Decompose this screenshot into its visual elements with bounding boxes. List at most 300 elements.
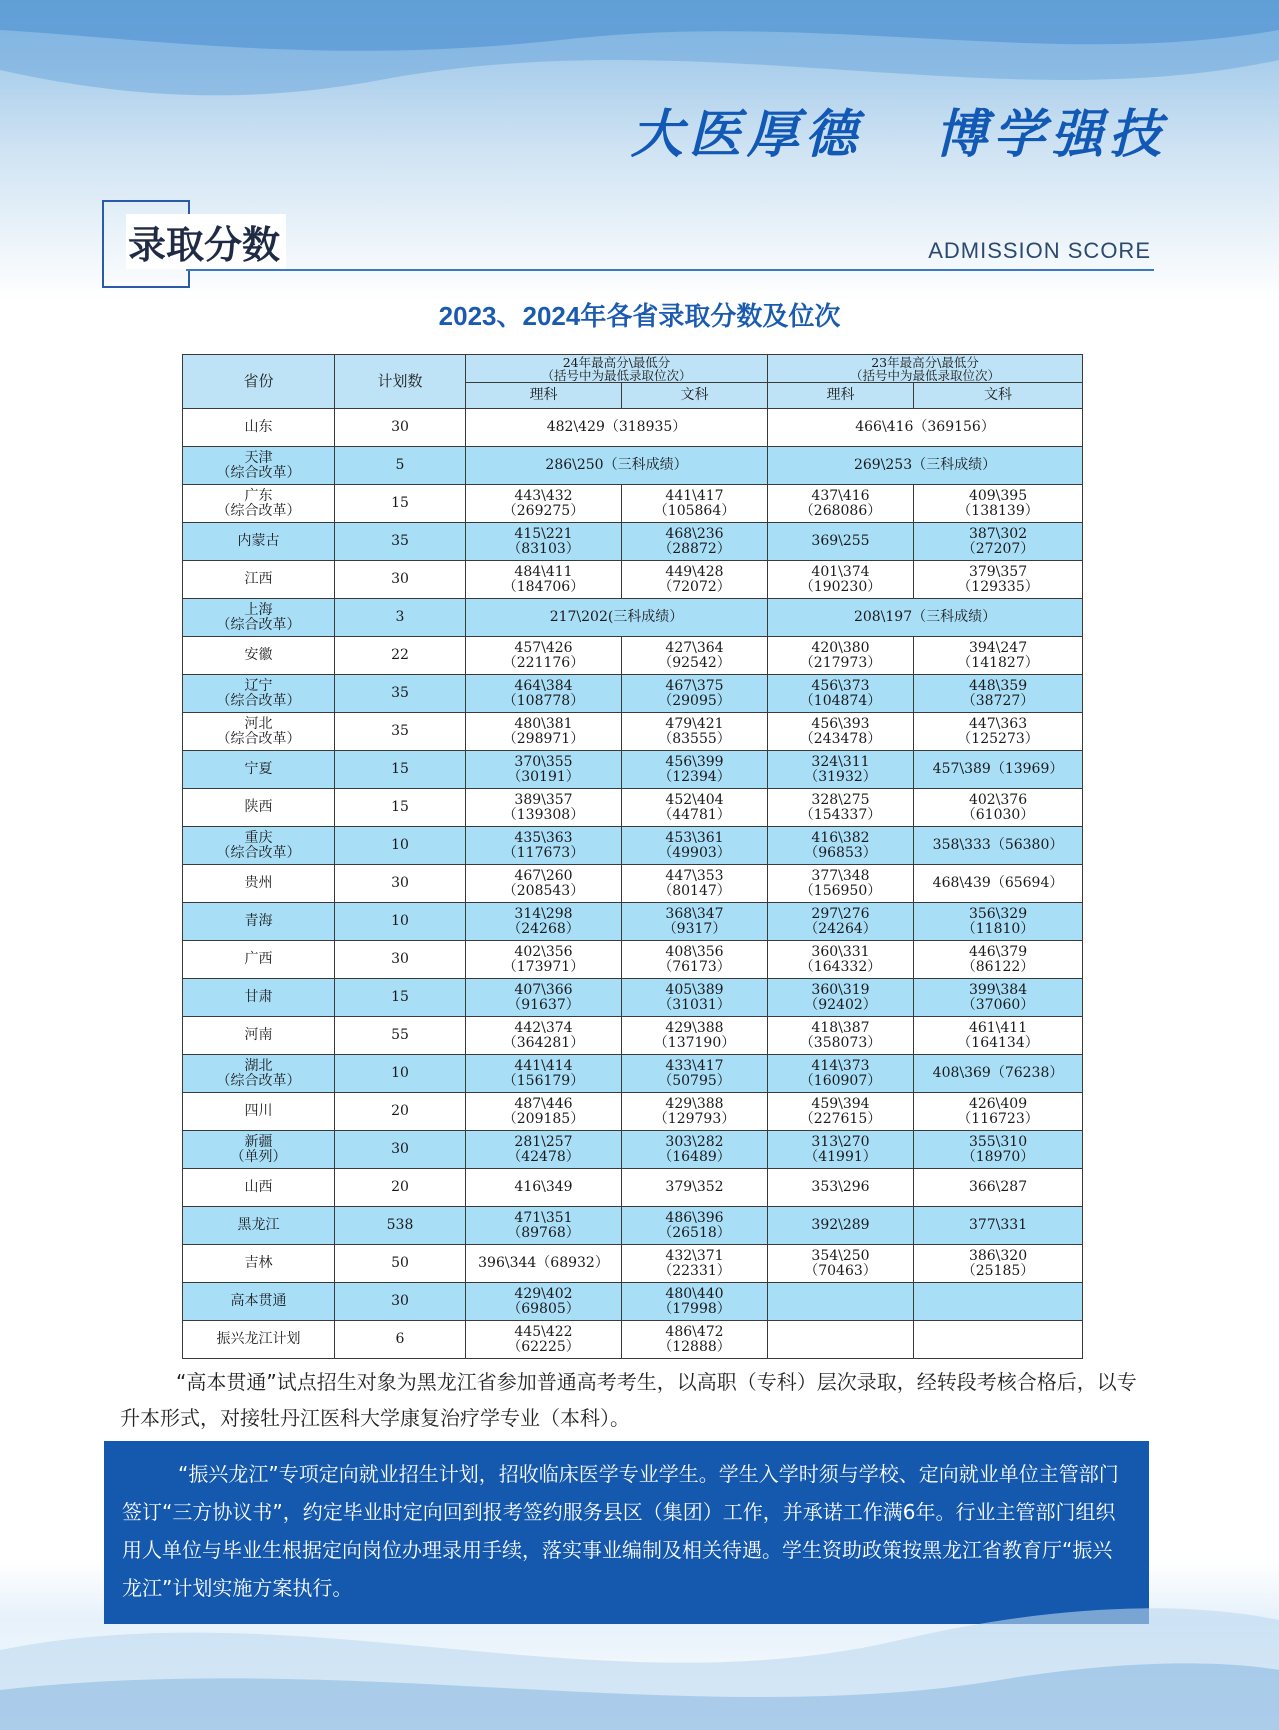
cell-line: 456\393	[811, 715, 870, 732]
cell-line: （69805）	[507, 1300, 580, 1317]
plan-count-cell: 30	[335, 561, 466, 599]
province-name: 振兴龙江计划	[216, 1331, 301, 1347]
cell-line: 471\351	[514, 1209, 573, 1226]
score-2023-merged-cell: 466\416（369156）	[768, 409, 1083, 447]
score-2024-science-cell	[466, 789, 622, 827]
province-note: （综合改革）	[216, 502, 301, 519]
cell-line: 408\369（76238）	[932, 1065, 1064, 1081]
score-2024-science-cell	[466, 827, 622, 865]
cell-line: 443\432	[514, 487, 573, 504]
cell-line: 480\440	[665, 1285, 724, 1302]
score-2024-science-cell	[466, 561, 622, 599]
score-2023-science-cell	[768, 1169, 914, 1207]
plan-count-cell: 10	[335, 827, 466, 865]
cell-line: （217973）	[799, 654, 882, 671]
plan-count-cell: 20	[335, 1093, 466, 1131]
score-2024-arts-cell	[622, 1017, 768, 1055]
header-2024-arts: 文科	[622, 383, 768, 409]
score-2023-arts-cell	[914, 1017, 1083, 1055]
province-name: 上海	[244, 601, 273, 618]
cell-line: 448\359	[968, 677, 1028, 694]
province-cell	[183, 485, 335, 523]
cell-line: 452\404	[665, 791, 724, 808]
cell-line: 435\363	[514, 829, 573, 846]
cell-line: （83103）	[507, 540, 580, 557]
score-2024-arts-cell	[622, 751, 768, 789]
cell-line: （49903）	[658, 844, 731, 861]
plan-count-cell: 30	[335, 409, 466, 447]
score-2024-arts-cell	[622, 865, 768, 903]
table-row	[183, 1321, 1083, 1359]
cell-line: （117673）	[502, 844, 585, 861]
province-name: 四川	[244, 1103, 273, 1119]
score-2024-science-cell	[466, 1093, 622, 1131]
cell-line: 437\416	[811, 487, 870, 504]
table-row	[183, 599, 1083, 637]
plan-count-cell: 30	[335, 1283, 466, 1321]
score-2024-science-cell	[466, 637, 622, 675]
province-cell	[183, 1169, 335, 1207]
section-title-english: ADMISSION SCORE	[928, 238, 1151, 263]
cell-line: 468\236	[665, 525, 724, 542]
header-2024-line1: 24年最高分\最低分	[562, 354, 671, 370]
cell-line: 486\396	[665, 1209, 724, 1226]
cell-line: （31932）	[804, 768, 877, 785]
cell-line: 392\289	[811, 1217, 870, 1233]
cell-line: 453\361	[665, 829, 724, 846]
cell-line: 429\388	[665, 1095, 724, 1112]
province-name: 广西	[244, 951, 273, 967]
score-2024-science-cell	[466, 713, 622, 751]
cell-line: 303\282	[665, 1133, 724, 1150]
score-2023-arts-cell	[914, 979, 1083, 1017]
header-2023-science: 理科	[768, 383, 914, 409]
plan-count-cell: 10	[335, 903, 466, 941]
score-2023-science-cell	[768, 485, 914, 523]
score-2024-arts-cell	[622, 1245, 768, 1283]
province-cell	[183, 637, 335, 675]
cell-line: 487\446	[514, 1095, 573, 1112]
score-2023-arts-cell	[914, 485, 1083, 523]
cell-line: （30191）	[507, 768, 580, 785]
cell-line: 456\373	[811, 677, 870, 694]
province-name: 贵州	[244, 875, 273, 891]
province-cell	[183, 599, 335, 637]
score-2024-arts-cell	[622, 713, 768, 751]
score-2023-arts-cell	[914, 1055, 1083, 1093]
score-2024-science-cell	[466, 1017, 622, 1055]
table-row	[183, 827, 1083, 865]
cell-line: 370\355	[514, 753, 573, 770]
cell-line: 408\356	[665, 943, 724, 960]
cell-line: （298971）	[502, 730, 585, 747]
cell-line: 457\389（13969）	[932, 761, 1064, 777]
cell-line: 442\374	[514, 1019, 573, 1036]
cell-line: （156950）	[799, 882, 882, 899]
cell-line: （108778）	[502, 692, 585, 709]
cell-line: （104874）	[799, 692, 882, 709]
province-name: 内蒙古	[237, 533, 280, 549]
score-2024-merged-cell: 286\250（三科成绩）	[466, 447, 768, 485]
province-name: 新疆	[244, 1133, 273, 1150]
cell-line: 358\333（56380）	[932, 837, 1064, 853]
cell-line: 368\347	[665, 905, 724, 922]
score-2024-science-cell	[466, 1207, 622, 1245]
province-name: 湖北	[244, 1057, 273, 1074]
cell-line: （209185）	[502, 1110, 585, 1127]
table-row	[183, 941, 1083, 979]
cell-line: 324\311	[811, 753, 870, 770]
cell-line: 387\302	[968, 525, 1028, 542]
score-2023-science-cell	[768, 827, 914, 865]
score-2024-science-cell	[466, 675, 622, 713]
header-2023-line2: （括号中为最低录取位次）	[850, 367, 1001, 383]
score-2024-arts-cell	[622, 789, 768, 827]
score-2024-arts-cell	[622, 1321, 768, 1359]
province-cell	[183, 827, 335, 865]
cell-line: 379\357	[968, 563, 1028, 580]
score-2024-arts-cell	[622, 903, 768, 941]
cell-line: 379\352	[665, 1179, 724, 1195]
province-name: 河南	[244, 1027, 273, 1043]
score-2023-science-cell	[768, 1283, 914, 1321]
cell-line: （243478）	[799, 730, 882, 747]
plan-count-cell: 30	[335, 1131, 466, 1169]
cell-line: （105864）	[653, 502, 736, 519]
province-cell	[183, 1283, 335, 1321]
section-title: 录取分数	[126, 214, 286, 269]
province-note: （单列）	[230, 1148, 287, 1165]
cell-line: 281\257	[514, 1133, 573, 1150]
cell-line: （38727）	[961, 692, 1035, 709]
score-2024-arts-cell	[622, 1093, 768, 1131]
table-row	[183, 1131, 1083, 1169]
plan-count-cell: 15	[335, 789, 466, 827]
score-2024-arts-cell	[622, 1283, 768, 1321]
cell-line: （9317）	[662, 920, 727, 937]
score-2023-science-cell	[768, 561, 914, 599]
table-row	[183, 713, 1083, 751]
cell-line: 377\331	[968, 1217, 1028, 1233]
score-2023-arts-cell	[914, 827, 1083, 865]
cell-line: 416\349	[514, 1179, 573, 1195]
cell-line: 467\260	[514, 867, 573, 884]
cell-line: （190230）	[799, 578, 882, 595]
score-2023-science-cell	[768, 637, 914, 675]
cell-line: 389\357	[514, 791, 573, 808]
table-row	[183, 447, 1083, 485]
cell-line: （12888）	[658, 1338, 731, 1355]
province-cell	[183, 1017, 335, 1055]
plan-count-cell: 55	[335, 1017, 466, 1055]
province-cell	[183, 1093, 335, 1131]
score-2024-science-cell	[466, 1245, 622, 1283]
cell-line: （83555）	[658, 730, 731, 747]
province-cell	[183, 1055, 335, 1093]
score-2024-arts-cell	[622, 637, 768, 675]
plan-count-cell: 50	[335, 1245, 466, 1283]
cell-line: 377\348	[811, 867, 870, 884]
cell-line: （37060）	[961, 996, 1035, 1013]
cell-line: 394\247	[968, 639, 1028, 656]
score-2024-arts-cell	[622, 941, 768, 979]
cell-line: 426\409	[968, 1095, 1028, 1112]
province-note: （综合改革）	[216, 616, 301, 633]
plan-count-cell: 30	[335, 865, 466, 903]
cell-line: （173971）	[502, 958, 585, 975]
cell-line: （141827）	[957, 654, 1039, 671]
province-name: 宁夏	[244, 761, 273, 777]
plan-count-cell: 10	[335, 1055, 466, 1093]
plan-count-cell: 15	[335, 751, 466, 789]
score-2024-science-cell	[466, 1169, 622, 1207]
province-name: 天津	[244, 449, 273, 466]
cell-line: 427\364	[665, 639, 724, 656]
score-2023-science-cell	[768, 751, 914, 789]
cell-line: （154337）	[799, 806, 882, 823]
cell-line: （41991）	[804, 1148, 877, 1165]
province-note: （综合改革）	[216, 464, 301, 481]
table-row	[183, 675, 1083, 713]
score-2023-arts-cell	[914, 903, 1083, 941]
score-2023-science-cell	[768, 979, 914, 1017]
header-plan: 计划数	[335, 355, 466, 409]
province-name: 甘肃	[244, 989, 273, 1005]
score-2023-science-cell	[768, 941, 914, 979]
score-2024-arts-cell	[622, 979, 768, 1017]
score-2023-arts-cell	[914, 1169, 1083, 1207]
cell-line: （12394）	[658, 768, 731, 785]
cell-line: （129793）	[653, 1110, 736, 1127]
score-2023-arts-cell	[914, 941, 1083, 979]
cell-line: 353\296	[811, 1179, 870, 1195]
cell-line: （17998）	[658, 1300, 731, 1317]
cell-line: 356\329	[968, 905, 1028, 922]
cell-line: （138139）	[957, 502, 1039, 519]
plan-count-cell: 22	[335, 637, 466, 675]
table-row	[183, 485, 1083, 523]
province-name: 山东	[244, 419, 273, 435]
cell-line: 447\363	[968, 715, 1028, 732]
cell-line: 432\371	[665, 1247, 724, 1264]
header-2023-line1: 23年最高分\最低分	[871, 354, 979, 370]
score-2024-arts-cell	[622, 1131, 768, 1169]
score-2024-science-cell	[466, 903, 622, 941]
score-2023-science-cell	[768, 1055, 914, 1093]
cell-line: 366\287	[968, 1179, 1028, 1195]
table-row	[183, 637, 1083, 675]
score-2023-arts-cell	[914, 1283, 1083, 1321]
score-2023-merged-cell: 208\197（三科成绩）	[768, 599, 1083, 637]
province-cell	[183, 675, 335, 713]
cell-line: 461\411	[968, 1019, 1028, 1036]
cell-line: （116723）	[957, 1110, 1039, 1127]
score-2024-science-cell	[466, 941, 622, 979]
score-2024-arts-cell	[622, 675, 768, 713]
cell-line: （160907）	[799, 1072, 882, 1089]
score-2024-science-cell	[466, 523, 622, 561]
cell-line: （164134）	[957, 1034, 1039, 1051]
plan-count-cell: 35	[335, 523, 466, 561]
province-name: 吉林	[244, 1255, 273, 1271]
score-2023-arts-cell	[914, 1245, 1083, 1283]
cell-line: 433\417	[665, 1057, 724, 1074]
plan-count-cell: 5	[335, 447, 466, 485]
plan-count-cell: 3	[335, 599, 466, 637]
cell-line: 407\366	[514, 981, 573, 998]
cell-line: 464\384	[514, 677, 573, 694]
score-2024-arts-cell	[622, 561, 768, 599]
cell-line: 441\417	[665, 487, 724, 504]
province-name: 辽宁	[244, 677, 273, 694]
plan-count-cell: 6	[335, 1321, 466, 1359]
cell-line: 355\310	[968, 1133, 1028, 1150]
cell-line: （129335）	[957, 578, 1039, 595]
province-name: 山西	[244, 1179, 273, 1195]
plan-count-cell: 15	[335, 485, 466, 523]
admission-score-table	[182, 354, 1083, 1359]
score-2023-science-cell	[768, 865, 914, 903]
gaoben-note: “高本贯通”试点招生对象为黑龙江省参加普通高考考生，以高职（专科）层次录取，经转段考核合格后，以专升本形式，对接牡丹江医科大学康复治疗学专业（本科）。	[120, 1370, 1137, 1430]
score-2023-arts-cell	[914, 523, 1083, 561]
score-2023-science-cell	[768, 903, 914, 941]
cell-line: （22331）	[658, 1262, 731, 1279]
cell-line: 467\375	[665, 677, 724, 694]
cell-line: 396\344（68932）	[478, 1255, 609, 1271]
table-row	[183, 1093, 1083, 1131]
cell-line: 457\426	[514, 639, 573, 656]
cell-line: 441\414	[514, 1057, 573, 1074]
cell-line: 416\382	[811, 829, 870, 846]
cell-line: （184706）	[502, 578, 585, 595]
province-cell	[183, 1131, 335, 1169]
score-2024-science-cell	[466, 1283, 622, 1321]
score-2023-science-cell	[768, 675, 914, 713]
cell-line: （96853）	[804, 844, 877, 861]
province-cell	[183, 1321, 335, 1359]
cell-line: （31031）	[658, 996, 731, 1013]
score-2023-arts-cell	[914, 865, 1083, 903]
score-2024-science-cell	[466, 979, 622, 1017]
table-row	[183, 561, 1083, 599]
province-cell	[183, 979, 335, 1017]
table-row	[183, 1169, 1083, 1207]
cell-line: （16489）	[658, 1148, 731, 1165]
cell-line: 402\376	[968, 791, 1028, 808]
province-name: 高本贯通	[230, 1293, 287, 1309]
province-note: （综合改革）	[216, 844, 301, 861]
province-name: 重庆	[244, 829, 273, 846]
score-2023-arts-cell	[914, 1321, 1083, 1359]
header-2024	[466, 355, 768, 383]
province-name: 陕西	[244, 799, 273, 815]
cell-line: 409\395	[968, 487, 1028, 504]
cell-line: （80147）	[658, 882, 731, 899]
province-name: 广东	[244, 487, 273, 504]
cell-line: （358073）	[799, 1034, 882, 1051]
cell-line: （28872）	[658, 540, 731, 557]
table-row	[183, 903, 1083, 941]
table-row	[183, 409, 1083, 447]
score-2024-arts-cell	[622, 1207, 768, 1245]
score-2023-arts-cell	[914, 1131, 1083, 1169]
score-2023-arts-cell	[914, 637, 1083, 675]
table-row	[183, 865, 1083, 903]
score-2024-arts-cell	[622, 827, 768, 865]
province-name: 河北	[244, 715, 273, 732]
cell-line: （70463）	[804, 1262, 877, 1279]
plan-count-cell: 538	[335, 1207, 466, 1245]
cell-line: （125273）	[957, 730, 1039, 747]
province-cell	[183, 751, 335, 789]
cell-line: （62225）	[507, 1338, 580, 1355]
score-2023-science-cell	[768, 789, 914, 827]
cell-line: 328\275	[811, 791, 870, 808]
cell-line: 468\439（65694）	[932, 875, 1064, 891]
header-2023	[768, 355, 1083, 383]
cell-line: 480\381	[514, 715, 573, 732]
cell-line: （86122）	[961, 958, 1035, 975]
table-row	[183, 1207, 1083, 1245]
score-2023-science-cell	[768, 1207, 914, 1245]
zhenxing-longjiang-text: “振兴龙江”专项定向就业招生计划，招收临床医学专业学生。学生入学时须与学校、定向就业单位主管部门签订“三方协议书”，约定毕业时定向回到报考签约服务县区（集团）工作，并承诺工作满6年。行业主管部门组织用人单位与毕业生根据定向岗位办理录用手续，落实事业编制及相关待遇。学生资助政策按黑龙江省教育厅“振兴龙江”计划实施方案执行。	[122, 1462, 1119, 1600]
table-row	[183, 1017, 1083, 1055]
cell-line: 414\373	[811, 1057, 870, 1074]
score-2023-arts-cell	[914, 561, 1083, 599]
cell-line: （139308）	[502, 806, 585, 823]
score-2023-science-cell	[768, 1017, 914, 1055]
table-row	[183, 1055, 1083, 1093]
header-province: 省份	[183, 355, 335, 409]
province-cell	[183, 1245, 335, 1283]
cell-line: 456\399	[665, 753, 724, 770]
plan-count-cell: 20	[335, 1169, 466, 1207]
cell-line: （44781）	[658, 806, 731, 823]
cell-line: （72072）	[658, 578, 731, 595]
score-2023-science-cell	[768, 713, 914, 751]
cell-line: （164332）	[799, 958, 882, 975]
cell-line: 447\353	[665, 867, 724, 884]
cell-line: （92542）	[658, 654, 731, 671]
school-motto: 大医厚德 博学强技	[630, 104, 1167, 165]
cell-line: （11810）	[961, 920, 1035, 937]
plan-count-cell: 35	[335, 675, 466, 713]
cell-line: 420\380	[811, 639, 870, 656]
cell-line: （24268）	[507, 920, 580, 937]
score-2023-merged-cell: 269\253（三科成绩）	[768, 447, 1083, 485]
cell-line: 449\428	[665, 563, 724, 580]
cell-line: （89768）	[507, 1224, 580, 1241]
score-2024-merged-cell: 217\202(三科成绩）	[466, 599, 768, 637]
province-cell	[183, 865, 335, 903]
province-name: 安徽	[244, 647, 273, 663]
province-cell	[183, 903, 335, 941]
cell-line: 479\421	[665, 715, 724, 732]
province-cell	[183, 1207, 335, 1245]
score-2023-arts-cell	[914, 1093, 1083, 1131]
score-2024-science-cell	[466, 865, 622, 903]
plan-count-cell: 15	[335, 979, 466, 1017]
cell-line: （208543）	[502, 882, 585, 899]
score-2024-arts-cell	[622, 523, 768, 561]
score-2024-science-cell	[466, 1055, 622, 1093]
cell-line: （137190）	[653, 1034, 736, 1051]
cell-line: （25185）	[961, 1262, 1035, 1279]
score-2024-science-cell	[466, 1131, 622, 1169]
header-2024-science: 理科	[466, 383, 622, 409]
table-row	[183, 789, 1083, 827]
table-row	[183, 1245, 1083, 1283]
